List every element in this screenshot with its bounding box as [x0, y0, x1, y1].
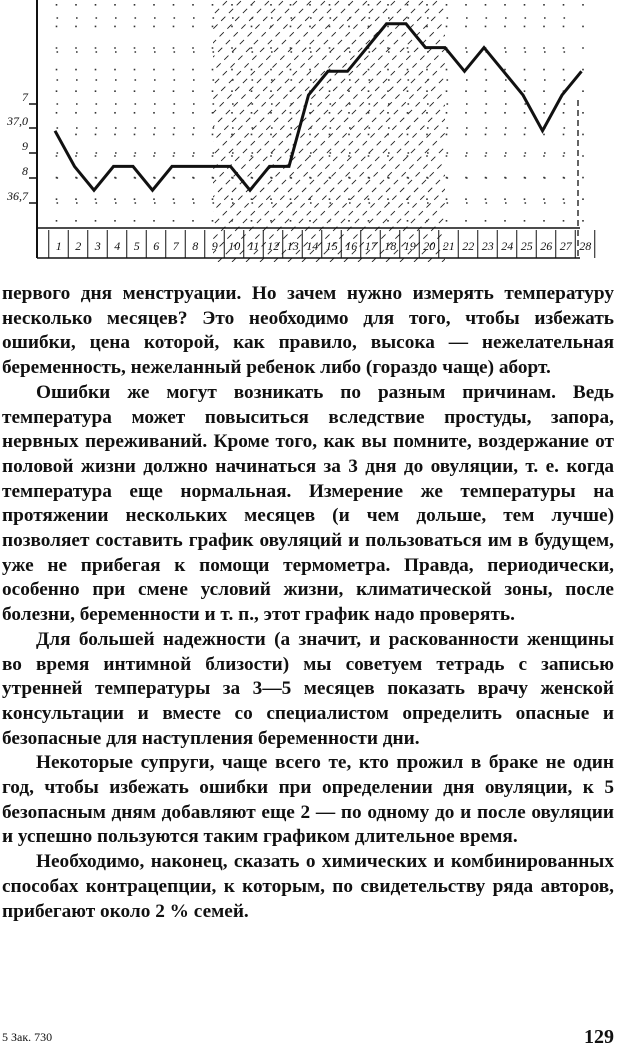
x-axis-tick-label: 19: [403, 239, 416, 253]
hatch-line: [400, 0, 620, 262]
x-axis-tick-label: 22: [462, 239, 475, 253]
hatch-line: [78, 0, 340, 262]
article-body: [2, 282, 614, 924]
hatch-line: [0, 0, 256, 262]
hatch-line: [0, 0, 88, 262]
hatch-line: [610, 0, 620, 262]
y-axis-tick-label: 9: [22, 139, 28, 153]
hatch-line: [162, 0, 424, 262]
hatch-line: [0, 0, 172, 262]
hatch-line: [316, 0, 578, 262]
page-number: 129: [584, 1026, 614, 1048]
hatch-line: [470, 0, 620, 262]
x-axis-tick-label: 11: [248, 239, 260, 253]
hatch-line: [0, 0, 200, 262]
chart-axes: [29, 0, 595, 258]
x-axis-tick-label: 18: [384, 239, 397, 253]
x-axis-tick-label: 14: [306, 239, 319, 253]
hatch-line: [0, 0, 32, 262]
x-axis-tick-label: 8: [192, 239, 199, 253]
hatch-line: [0, 0, 46, 262]
x-axis-tick-label: 24: [501, 239, 514, 253]
hatch-line: [344, 0, 606, 262]
hatch-line: [218, 0, 480, 262]
paragraph-4: Некоторые супруги, чаще всего те, кто прожил в браке не один год, чтобы избежать ошибки при определении дня овуляции, к 5 безопасным дням добавляют еще 2 — по одному до и после овуляции и успешно пользуются таким графиком длительное время.: [2, 752, 614, 848]
x-axis-tick-label: 2: [75, 239, 82, 253]
hatch-line: [414, 0, 620, 262]
hatch-line: [456, 0, 620, 262]
hatch-line: [0, 0, 186, 262]
hatch-line: [442, 0, 620, 262]
hatch-line: [148, 0, 410, 262]
hatch-line: [134, 0, 396, 262]
y-axis-tick-label: 8: [22, 164, 28, 178]
x-axis-tick-label: 25: [520, 239, 533, 253]
x-axis-tick-label: 27: [559, 239, 572, 253]
hatch-line: [0, 0, 158, 262]
hatch-line: [481, 0, 620, 262]
print-order-note: 5 Зак. 730: [2, 1030, 53, 1044]
temperature-chart: [0, 0, 620, 270]
x-axis-tick-label: 5: [133, 239, 140, 253]
paragraph-3: Для большей надежности (а значит, и раскованности женщины во время интимной близости) мы советуем тетрадь с записью утренней температуры за 3—5 месяцев показать врачу женской консультации и вместе со специалистом определить опасные и безопасные для наступления беременности дни.: [2, 628, 614, 749]
hatch-line: [568, 0, 620, 262]
hatch-line: [246, 0, 508, 262]
paragraph-1: первого дня менструации. Но зачем нужно измерять температуру несколько месяцев? Это необходимо для того, чтобы избежать ошибки, цена которой, как правило, высока — нежелательная беременность, нежеланный ребенок либо (гораздо чаще) аборт.: [2, 283, 614, 379]
hatch-line: [0, 0, 116, 262]
hatch-line: [64, 0, 326, 262]
x-axis-tick-label: 15: [325, 239, 338, 253]
y-axis-tick-label: 37,0: [7, 114, 28, 128]
x-axis-tick-label: 7: [172, 239, 179, 253]
hatch-line: [274, 0, 536, 262]
hatch-line: [0, 0, 60, 262]
hatch-line: [540, 0, 620, 262]
chart-grid: [57, 4, 584, 228]
hatch-line: [176, 0, 438, 262]
hatch-line: [92, 0, 354, 262]
x-axis-tick-label: 10: [228, 239, 241, 253]
hatch-line: [512, 0, 620, 262]
hatch-line: [596, 0, 620, 262]
x-axis-tick-label: 4: [114, 239, 121, 253]
hatch-line: [8, 0, 270, 262]
x-axis-tick-label: 12: [267, 239, 280, 253]
x-axis-labels: [56, 239, 592, 253]
hatch-line: [190, 0, 452, 262]
x-axis-tick-label: 3: [94, 239, 101, 253]
hatch-line: [386, 0, 620, 262]
hatch-line: [50, 0, 312, 262]
hatch-line: [526, 0, 620, 262]
hatch-line: [498, 0, 620, 262]
hatch-line: [358, 0, 620, 262]
y-axis-labels: [6, 90, 29, 203]
x-axis-tick-label: 16: [345, 239, 358, 253]
hatch-line: [0, 0, 144, 262]
hatched-region: [0, 0, 620, 262]
hatch-line: [428, 0, 620, 262]
x-axis-tick-label: 17: [364, 239, 377, 253]
hatch-line: [0, 0, 18, 262]
hatch-line: [0, 0, 102, 262]
hatch-line: [0, 0, 4, 262]
paragraph-5: Необходимо, наконец, сказать о химических и комбинированных способах контрацепции, к которым, по свидетельству ряда авторов, прибегают около 2 % семей.: [2, 851, 614, 922]
hatch-line: [232, 0, 494, 262]
hatch-line: [106, 0, 368, 262]
hatch-line: [0, 0, 214, 262]
hatch-line: [554, 0, 620, 262]
hatch-line: [302, 0, 564, 262]
hatch-line: [120, 0, 382, 262]
y-axis-tick-label: 7: [22, 90, 28, 104]
x-axis-tick-label: 28: [579, 239, 592, 253]
hatch-line: [330, 0, 592, 262]
hatch-line: [582, 0, 620, 262]
hatch-line: [0, 0, 130, 262]
hatch-line: [372, 0, 620, 262]
x-axis-tick-label: 26: [540, 239, 553, 253]
x-axis-tick-label: 23: [481, 239, 494, 253]
y-axis-tick-label: 36,7: [7, 189, 28, 203]
hatch-line: [204, 0, 466, 262]
x-axis-tick-label: 21: [442, 239, 455, 253]
hatch-line: [36, 0, 298, 262]
x-axis-tick-label: 9: [211, 239, 218, 253]
hatch-line: [22, 0, 284, 262]
x-axis-tick-label: 6: [153, 239, 160, 253]
x-axis-tick-label: 1: [55, 239, 62, 253]
x-axis-tick-label: 20: [423, 239, 436, 253]
x-axis-tick-label: 13: [286, 239, 299, 253]
paragraph-2: Ошибки же могут возникать по разным причинам. Ведь температура может повыситься вследствие простуды, запора, нервных переживаний. Кроме того, как вы помните, воздержание от половой жизни должно начинаться за 3 дня до овуляции, т. е. когда температура еще нормальная. Измерение же температуры на протяжении нескольких месяцев (и чем дольше, тем лучше) позволяет составить график овуляций и пользоваться им в будущем, уже не прибегая к помощи термометра. Правда, периодически, особенно при смене условий жизни, климатической зоны, после болезни, беременности и т. п., этот график надо проверять.: [2, 381, 614, 626]
hatch-line: [0, 0, 228, 262]
